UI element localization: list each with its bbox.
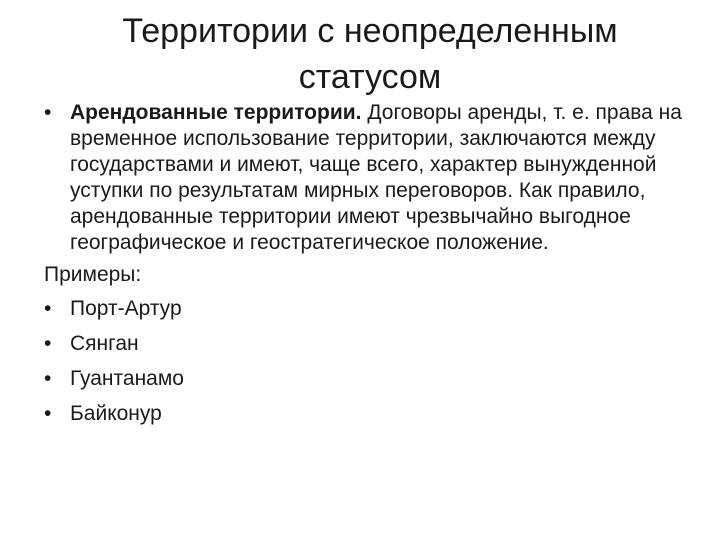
bullet-icon: • [44, 297, 52, 320]
main-point-lead: Арендованные территории. [70, 101, 362, 124]
example-label: Байконур [70, 402, 162, 425]
bullet-icon: • [44, 101, 52, 124]
list-item [44, 291, 694, 326]
main-point-text: Договоры аренды, т. е. права на временное использование территории, заключаются между государствами и имеют, чаще всего, характер вынужденной уступки по результатам мирных переговоров. Как правило, арендованные территории имеют чрезвычайно выгодное географическое и геостратегическое положение. [70, 101, 682, 254]
bullet-icon: • [44, 402, 52, 425]
list-item [44, 396, 694, 431]
list-item [44, 361, 694, 396]
example-label: Гуантанамо [70, 367, 184, 390]
example-label: Порт-Артур [70, 297, 182, 320]
bullet-icon: • [44, 367, 52, 390]
examples-heading: Примеры: [44, 263, 142, 286]
main-point [44, 100, 694, 256]
bullet-icon: • [44, 332, 52, 355]
examples-list [44, 291, 694, 431]
slide-title: Территории с неопределенным статусом [122, 12, 618, 96]
list-item [44, 326, 694, 361]
example-label: Сянган [70, 332, 139, 355]
slide-body [44, 100, 694, 431]
